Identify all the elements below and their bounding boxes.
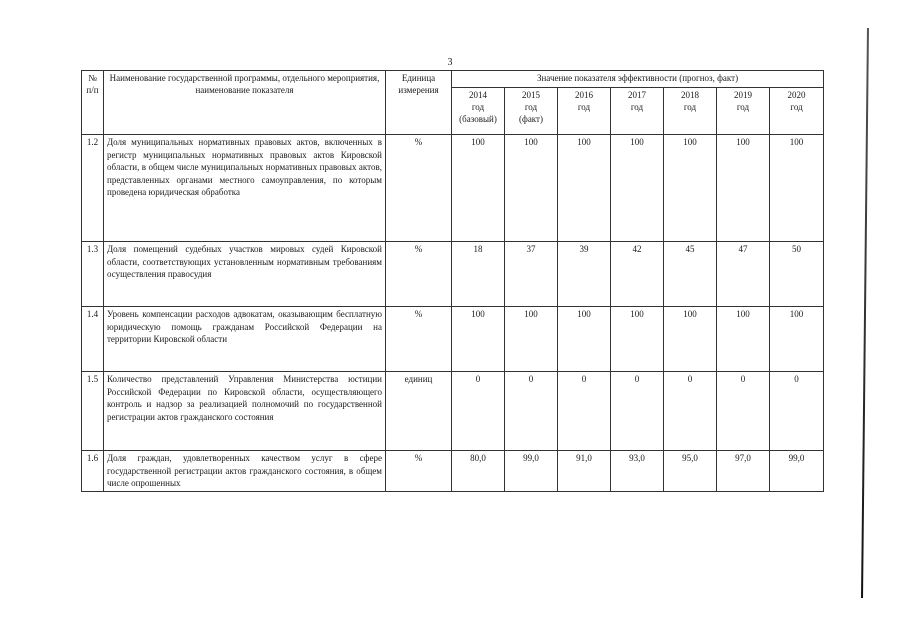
row-value: 47 <box>717 242 770 307</box>
table-row <box>82 307 824 372</box>
header-year: 2016 год <box>558 88 611 135</box>
row-value: 91,0 <box>558 451 611 492</box>
row-num: 1.3 <box>82 242 104 307</box>
header-year: 2014 год (базовый) <box>452 88 505 135</box>
row-value: 42 <box>611 242 664 307</box>
table-row <box>82 242 824 307</box>
row-value: 45 <box>664 242 717 307</box>
row-value: 80,0 <box>452 451 505 492</box>
header-year: 2019 год <box>717 88 770 135</box>
header-unit: Единица измерения <box>386 71 452 135</box>
header-year: 2020 год <box>770 88 824 135</box>
row-value: 100 <box>664 307 717 372</box>
row-value: 100 <box>664 135 717 242</box>
row-num: 1.6 <box>82 451 104 492</box>
row-value: 0 <box>664 372 717 451</box>
scan-edge-line <box>861 28 869 598</box>
row-value: 0 <box>770 372 824 451</box>
header-year: 2017 год <box>611 88 664 135</box>
row-value: 18 <box>452 242 505 307</box>
row-name: Доля граждан, удовлетворенных качеством услуг в сфере государственной регистрации актов гражданского состояния, в общем числе опрошенных <box>104 451 386 492</box>
row-num: 1.5 <box>82 372 104 451</box>
row-value: 100 <box>505 307 558 372</box>
row-value: 100 <box>611 135 664 242</box>
row-unit: % <box>386 135 452 242</box>
page-number: 3 <box>447 57 453 68</box>
header-name: Наименование государственной программы, отдельного мероприятия, наименование показателя <box>104 71 386 135</box>
row-value: 0 <box>452 372 505 451</box>
row-value: 100 <box>452 135 505 242</box>
row-value: 99,0 <box>505 451 558 492</box>
row-value: 100 <box>558 307 611 372</box>
row-value: 100 <box>452 307 505 372</box>
header-year: 2015 год (факт) <box>505 88 558 135</box>
row-unit: % <box>386 242 452 307</box>
row-value: 100 <box>717 307 770 372</box>
row-value: 99,0 <box>770 451 824 492</box>
header-num: № п/п <box>82 71 104 135</box>
row-name: Доля помещений судебных участков мировых судей Кировской области, соответствующих установленным нормативным требованиям осуществления правосудия <box>104 242 386 307</box>
row-value: 37 <box>505 242 558 307</box>
row-name: Доля муниципальных нормативных правовых актов, включенных в регистр муниципальных нормативных правовых актов Кировской области, в общем числе муниципальных нормативных правовых актов, представленных органами местного самоуправления, по которым проведена юридическая обработка <box>104 135 386 242</box>
row-unit: % <box>386 307 452 372</box>
table-row <box>82 135 824 242</box>
row-value: 39 <box>558 242 611 307</box>
row-value: 0 <box>611 372 664 451</box>
header-row <box>82 71 824 88</box>
header-value-group: Значение показателя эффективности (прогноз, факт) <box>452 71 824 88</box>
row-num: 1.4 <box>82 307 104 372</box>
row-name: Количество представлений Управления Министерства юстиции Российской Федерации по Кировской области, осуществляющего контроль и надзор за реализацией полномочий по государственной регистрации актов гражданского состояния <box>104 372 386 451</box>
row-value: 95,0 <box>664 451 717 492</box>
row-value: 0 <box>717 372 770 451</box>
row-name: Уровень компенсации расходов адвокатам, оказывающим бесплатную юридическую помощь гражданам Российской Федерации на территории Кировской области <box>104 307 386 372</box>
row-unit: % <box>386 451 452 492</box>
row-value: 50 <box>770 242 824 307</box>
row-value: 100 <box>770 135 824 242</box>
row-value: 97,0 <box>717 451 770 492</box>
row-value: 93,0 <box>611 451 664 492</box>
table-row <box>82 372 824 451</box>
row-value: 100 <box>558 135 611 242</box>
indicators-table <box>81 70 824 492</box>
table-row <box>82 451 824 492</box>
row-value: 100 <box>717 135 770 242</box>
row-value: 0 <box>558 372 611 451</box>
row-value: 100 <box>770 307 824 372</box>
row-value: 100 <box>505 135 558 242</box>
row-num: 1.2 <box>82 135 104 242</box>
header-year: 2018 год <box>664 88 717 135</box>
row-unit: единиц <box>386 372 452 451</box>
row-value: 100 <box>611 307 664 372</box>
row-value: 0 <box>505 372 558 451</box>
